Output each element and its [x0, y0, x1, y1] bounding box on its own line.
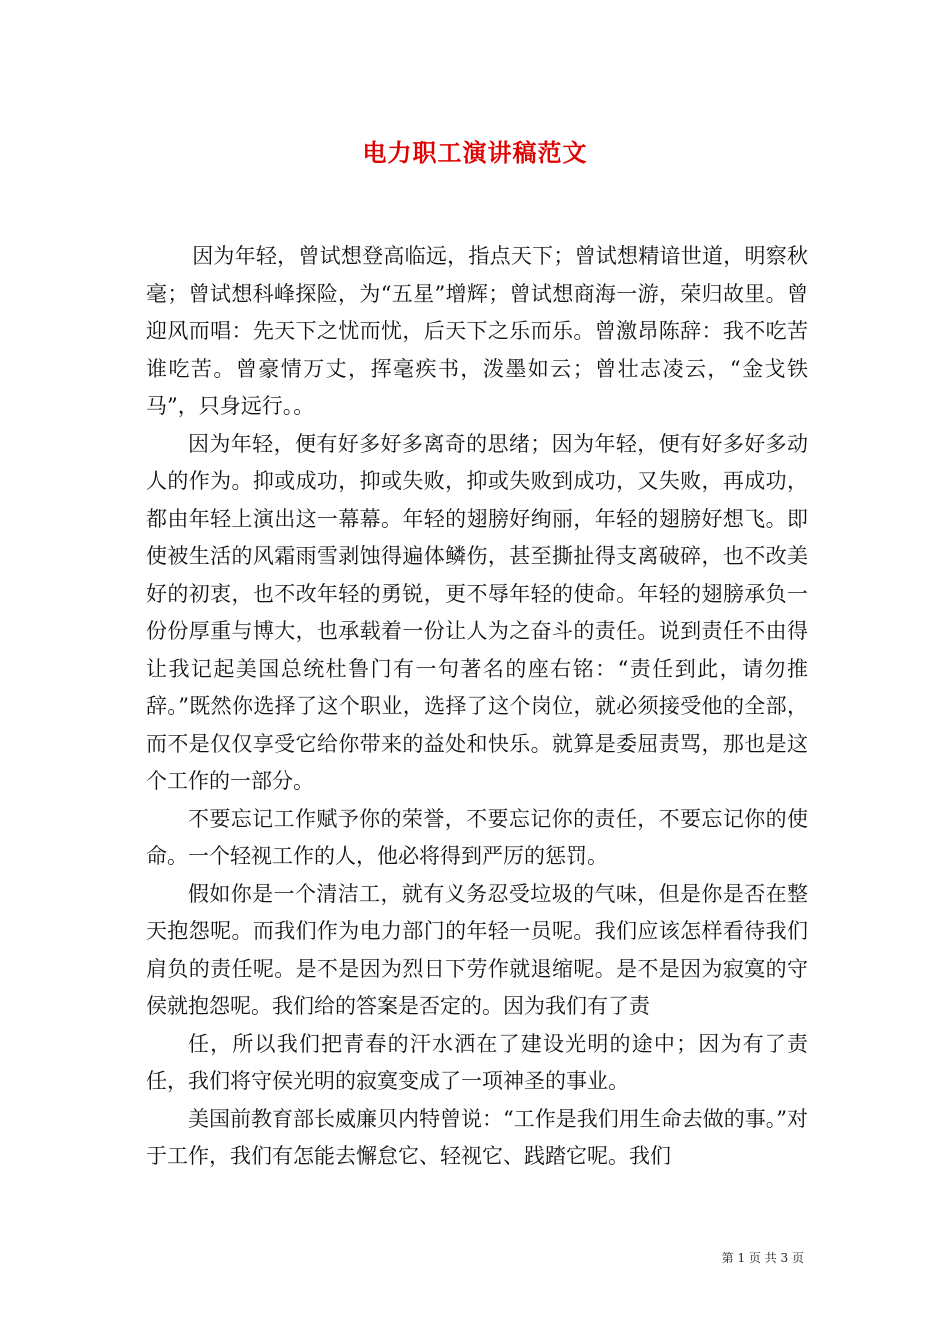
document-title: 电力职工演讲稿范文: [362, 138, 588, 167]
paragraph: 假如你是一个清洁工，就有义务忍受垃圾的气味，但是你是否在整天抱怨呢。而我们作为电力部门的年轻一员呢。我们应该怎样看待我们肩负的责任呢。是不是因为烈日下劳作就退缩呢。是不是因为寂寞的守侯就抱怨呢。我们给的答案是否定的。因为我们有了责: [146, 881, 808, 1018]
paragraph: 不要忘记工作赋予你的荣誉，不要忘记你的责任，不要忘记你的使命。一个轻视工作的人，他必将得到严厉的惩罚。: [146, 806, 808, 868]
document-body: [146, 238, 808, 1176]
paragraph: 任，所以我们把青春的汗水洒在了建设光明的途中；因为有了责任，我们将守侯光明的寂寞变成了一项神圣的事业。: [146, 1031, 808, 1093]
paragraph: 因为年轻，曾试想登高临远，指点天下；曾试想精谙世道，明察秋毫；曾试想科峰探险，为“五星”增辉；曾试想商海一游，荣归故里。曾迎风而唱：先天下之忧而忧，后天下之乐而乐。曾激昂陈辞：我不吃苦谁吃苦。曾豪情万丈，挥毫疾书，泼墨如云；曾壮志凌云，“金戈铁马”，只身远行。。: [146, 244, 808, 418]
page-number: 第 1 页 共 3 页: [721, 1251, 804, 1265]
paragraph: 因为年轻，便有好多好多离奇的思绪；因为年轻，便有好多好多动人的作为。抑或成功，抑或失败，抑或失败到成功，又失败，再成功，都由年轻上演出这一幕幕。年轻的翅膀好绚丽，年轻的翅膀好想飞。即使被生活的风霜雨雪剥蚀得遍体鳞伤，甚至撕扯得支离破碎，也不改美好的初衷，也不改年轻的勇锐，更不辱年轻的使命。年轻的翅膀承负一份份厚重与博大，也承载着一份让人为之奋斗的责任。说到责任不由得让我记起美国总统杜鲁门有一句著名的座右铭：“责任到此，请勿推辞。”既然你选择了这个职业，选择了这个岗位，就必须接受他的全部，而不是仅仅享受它给你带来的益处和快乐。就算是委屈责骂，那也是这个工作的一部分。: [146, 431, 808, 793]
paragraph: 美国前教育部长威廉贝内特曾说：“工作是我们用生命去做的事。”对于工作，我们有怎能去懈怠它、轻视它、践踏它呢。我们: [146, 1106, 808, 1168]
